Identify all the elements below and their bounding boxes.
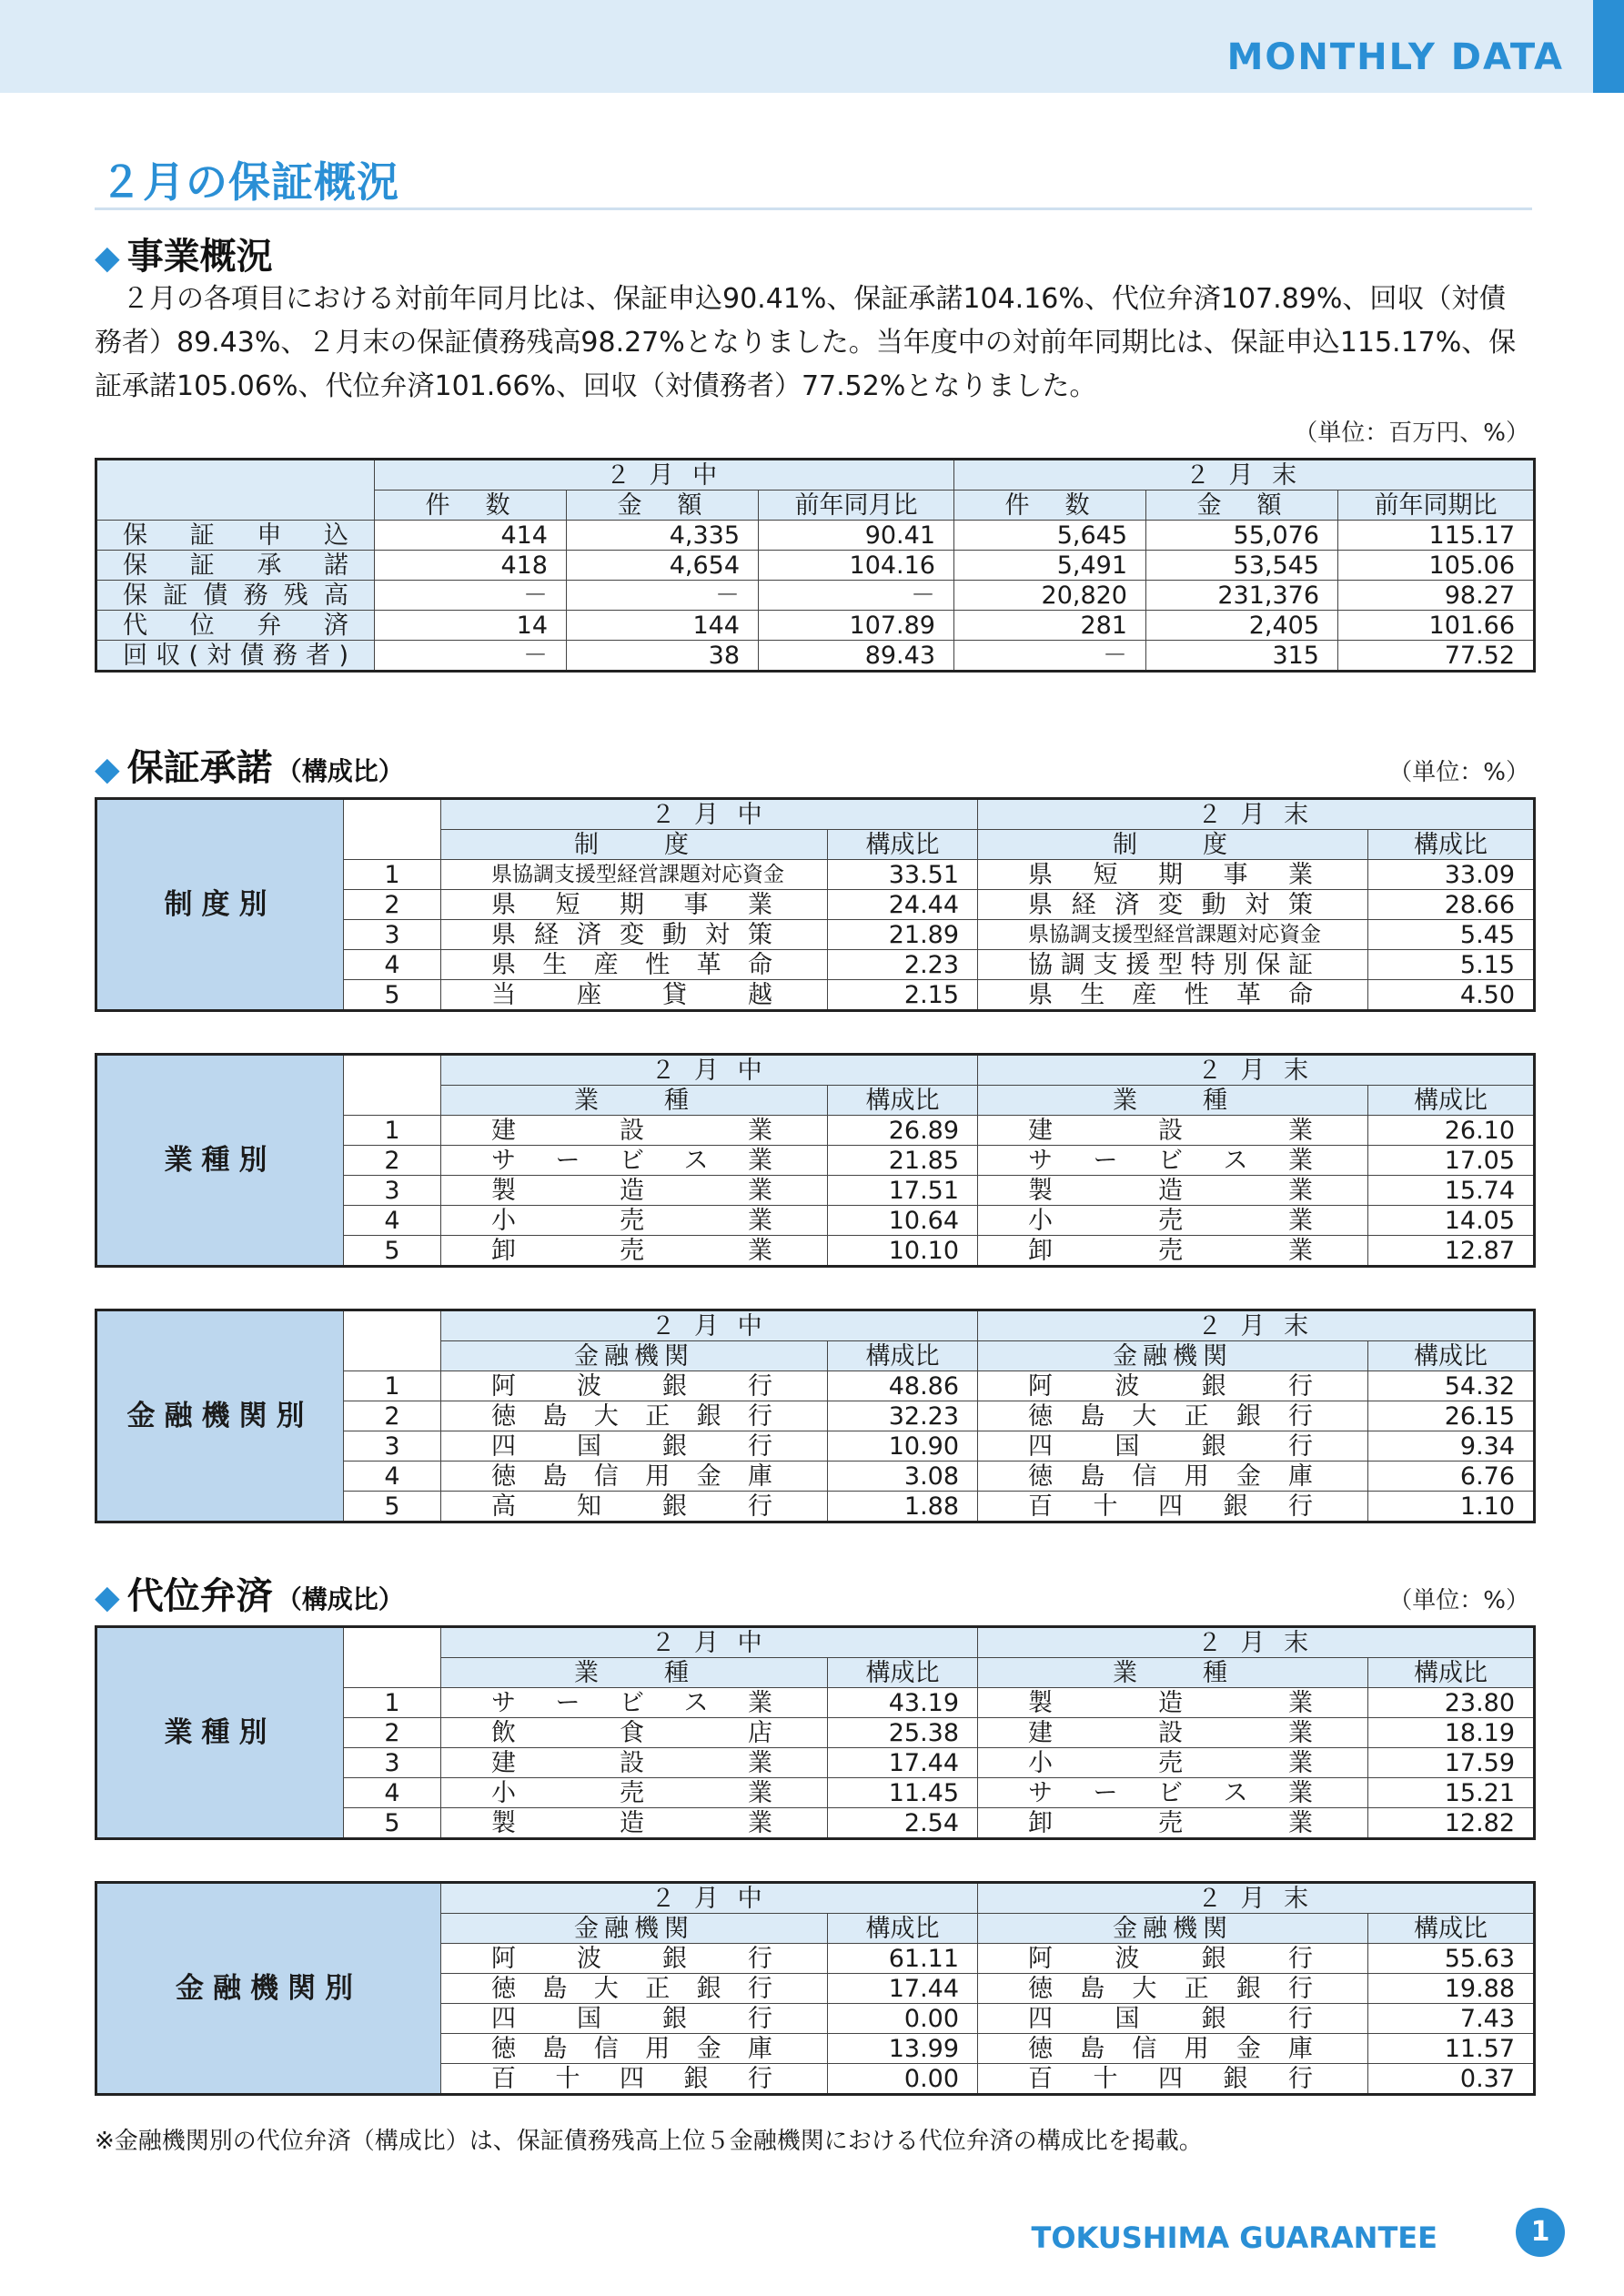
unit-note-subrogation: （単位：%） xyxy=(1388,1587,1529,1614)
ratio-value: 13.99 xyxy=(828,2034,978,2064)
item-name: 建設業 xyxy=(441,1116,828,1146)
group-header: ２ 月 末 xyxy=(978,1055,1535,1086)
category-label: 金融機関別 xyxy=(96,1883,441,2095)
item-name: 卸売業 xyxy=(978,1808,1368,1839)
rank-number: 5 xyxy=(344,980,441,1011)
ratio-value: 24.44 xyxy=(828,890,978,920)
item-name: 製造業 xyxy=(978,1688,1368,1718)
item-name: 建設業 xyxy=(978,1116,1368,1146)
value-cell: 2,405 xyxy=(1146,611,1338,641)
ratio-value: 17.44 xyxy=(828,1748,978,1778)
item-name: 小売業 xyxy=(978,1206,1368,1236)
value-cell: 107.89 xyxy=(759,611,954,641)
value-cell: 101.66 xyxy=(1338,611,1535,641)
page-number-badge: 1 xyxy=(1516,2208,1565,2257)
item-name: 協調支援型特別保証 xyxy=(978,950,1368,980)
group-header: ２ 月 末 xyxy=(954,460,1535,491)
value-cell: 281 xyxy=(954,611,1146,641)
ratio-value: 0.00 xyxy=(828,2064,978,2095)
rank-number: 3 xyxy=(344,1748,441,1778)
ratio-value: 26.15 xyxy=(1368,1401,1535,1431)
item-name: 阿波銀行 xyxy=(978,1944,1368,1974)
item-name: 飲食店 xyxy=(441,1718,828,1748)
column-header: 制 度 xyxy=(441,830,828,860)
ratio-value: 12.82 xyxy=(1368,1808,1535,1839)
ratio-value: 43.19 xyxy=(828,1688,978,1718)
item-name: サービス業 xyxy=(978,1146,1368,1176)
item-name: 百十四銀行 xyxy=(978,1492,1368,1522)
column-header: 構成比 xyxy=(828,1341,978,1371)
column-header: 金融機関 xyxy=(978,1914,1368,1944)
ratio-value: 61.11 xyxy=(828,1944,978,1974)
value-cell: 115.17 xyxy=(1338,521,1535,551)
ratio-value: 18.19 xyxy=(1368,1718,1535,1748)
ratio-value: 15.21 xyxy=(1368,1778,1535,1808)
item-name: 卸売業 xyxy=(441,1236,828,1267)
value-cell: 144 xyxy=(567,611,759,641)
row-label: 代位弁済 xyxy=(96,611,375,641)
column-header: 件 数 xyxy=(375,491,567,521)
table-row xyxy=(96,521,1535,551)
row-label: 回収(対債務者) xyxy=(96,641,375,672)
ratio-value: 0.00 xyxy=(828,2004,978,2034)
category-label: 業種別 xyxy=(96,1627,344,1839)
item-name: サービス業 xyxy=(978,1778,1368,1808)
value-cell: － xyxy=(375,581,567,611)
footnote: ※金融機関別の代位弁済（構成比）は、保証債務残高上位５金融機関における代位弁済の構成比を掲載。 xyxy=(95,2128,1203,2155)
rank-number: 4 xyxy=(344,1462,441,1492)
unit-note-guarantee: （単位：%） xyxy=(1388,759,1529,786)
column-header: 件 数 xyxy=(954,491,1146,521)
column-header: 金 額 xyxy=(1146,491,1338,521)
ratio-value: 2.54 xyxy=(828,1808,978,1839)
group-header: ２ 月 中 xyxy=(441,1310,978,1341)
rank-number: 3 xyxy=(344,1431,441,1462)
item-name: 当座貸越 xyxy=(441,980,828,1011)
ratio-value: 48.86 xyxy=(828,1371,978,1401)
rank-corner xyxy=(344,1310,441,1371)
value-cell: 77.52 xyxy=(1338,641,1535,672)
summary-table xyxy=(95,458,1536,673)
column-header: 構成比 xyxy=(828,830,978,860)
ratio-value: 54.32 xyxy=(1368,1371,1535,1401)
ratio-value: 33.51 xyxy=(828,860,978,890)
column-header: 前年同月比 xyxy=(759,491,954,521)
item-name: 徳島信用金庫 xyxy=(978,1462,1368,1492)
ratio-value: 6.76 xyxy=(1368,1462,1535,1492)
column-header: 構成比 xyxy=(1368,1341,1535,1371)
group-header: ２ 月 末 xyxy=(978,1310,1535,1341)
value-cell: － xyxy=(759,581,954,611)
value-cell: 20,820 xyxy=(954,581,1146,611)
ratio-value: 11.45 xyxy=(828,1778,978,1808)
item-name: 徳島信用金庫 xyxy=(978,2034,1368,2064)
item-name: 県経済変動対策 xyxy=(441,920,828,950)
category-label: 金融機関別 xyxy=(96,1310,344,1522)
rank-number: 1 xyxy=(344,1371,441,1401)
value-cell: 89.43 xyxy=(759,641,954,672)
rank-number: 3 xyxy=(344,1176,441,1206)
top-banner-accent xyxy=(1593,0,1624,93)
value-cell: 55,076 xyxy=(1146,521,1338,551)
item-name: サービス業 xyxy=(441,1146,828,1176)
overview-paragraph: ２月の各項目における対前年同月比は、保証申込90.41%、保証承諾104.16%、代位弁済107.89%、回収（対債務者）89.43%、２月末の保証債務残高98.27%となりました。当年度中の対前年同期比は、保証申込115.17%、保証承諾105.06%、代位弁済101.66%、回収（対債務者）77.52%となりました。 xyxy=(95,283,1517,402)
footer-brand: TOKUSHIMA GUARANTEE xyxy=(1031,2220,1437,2255)
item-name: 製造業 xyxy=(441,1808,828,1839)
subrogation-by-industry-table xyxy=(95,1625,1536,1840)
summary-body xyxy=(96,521,1535,672)
ratio-value: 10.64 xyxy=(828,1206,978,1236)
rank-number: 5 xyxy=(344,1236,441,1267)
rank-number: 3 xyxy=(344,920,441,950)
ratio-value: 17.44 xyxy=(828,1974,978,2004)
group-header: ２ 月 中 xyxy=(441,1627,978,1658)
column-header: 金融機関 xyxy=(978,1341,1368,1371)
ratio-value: 17.59 xyxy=(1368,1748,1535,1778)
summary-corner xyxy=(96,460,375,521)
ratio-value: 5.45 xyxy=(1368,920,1535,950)
table-row xyxy=(96,551,1535,581)
ratio-value: 1.88 xyxy=(828,1492,978,1522)
value-cell: 5,645 xyxy=(954,521,1146,551)
item-name: 高知銀行 xyxy=(441,1492,828,1522)
value-cell: － xyxy=(375,641,567,672)
ratio-value: 11.57 xyxy=(1368,2034,1535,2064)
value-cell: 5,491 xyxy=(954,551,1146,581)
group-header: ２ 月 末 xyxy=(978,1883,1535,1914)
item-name: 卸売業 xyxy=(978,1236,1368,1267)
item-name: 小売業 xyxy=(441,1206,828,1236)
value-cell: － xyxy=(954,641,1146,672)
column-header: 構成比 xyxy=(828,1658,978,1688)
value-cell: 38 xyxy=(567,641,759,672)
value-cell: 98.27 xyxy=(1338,581,1535,611)
item-name: 徳島信用金庫 xyxy=(441,1462,828,1492)
item-name: 県生産性革命 xyxy=(441,950,828,980)
item-name: 県短期事業 xyxy=(441,890,828,920)
item-name: 建設業 xyxy=(441,1748,828,1778)
ratio-value: 2.23 xyxy=(828,950,978,980)
ratio-value: 26.89 xyxy=(828,1116,978,1146)
ratio-value: 1.10 xyxy=(1368,1492,1535,1522)
value-cell: 418 xyxy=(375,551,567,581)
item-name: 四国銀行 xyxy=(441,2004,828,2034)
item-name: 製造業 xyxy=(441,1176,828,1206)
item-name: 四国銀行 xyxy=(441,1431,828,1462)
item-name: 製造業 xyxy=(978,1176,1368,1206)
value-cell: 105.06 xyxy=(1338,551,1535,581)
rank-number: 4 xyxy=(344,1206,441,1236)
row-label: 保証承諾 xyxy=(96,551,375,581)
column-header: 構成比 xyxy=(1368,830,1535,860)
column-header: 金融機関 xyxy=(441,1914,828,1944)
group-header: ２ 月 中 xyxy=(375,460,954,491)
rank-number: 1 xyxy=(344,1688,441,1718)
ratio-value: 26.10 xyxy=(1368,1116,1535,1146)
diamond-bullet-icon: ◆ xyxy=(95,1579,120,1616)
category-label: 制度別 xyxy=(96,799,344,1011)
value-cell: 53,545 xyxy=(1146,551,1338,581)
ratio-value: 2.15 xyxy=(828,980,978,1011)
column-header: 業 種 xyxy=(441,1658,828,1688)
rank-number: 1 xyxy=(344,1116,441,1146)
item-name: 阿波銀行 xyxy=(441,1944,828,1974)
column-header: 前年同期比 xyxy=(1338,491,1535,521)
guarantee-by-system-table xyxy=(95,797,1536,1012)
value-cell: 4,335 xyxy=(567,521,759,551)
rank-number: 2 xyxy=(344,890,441,920)
column-header: 構成比 xyxy=(1368,1086,1535,1116)
value-cell: 14 xyxy=(375,611,567,641)
ratio-value: 7.43 xyxy=(1368,2004,1535,2034)
column-header: 業 種 xyxy=(978,1658,1368,1688)
guarantee-by-bank-table xyxy=(95,1309,1536,1523)
guarantee-by-industry-table xyxy=(95,1053,1536,1268)
rank-number: 1 xyxy=(344,860,441,890)
ratio-value: 10.10 xyxy=(828,1236,978,1267)
item-name: 百十四銀行 xyxy=(441,2064,828,2095)
ratio-value: 9.34 xyxy=(1368,1431,1535,1462)
section-heading-guarantee: ◆ 保証承諾 （構成比） xyxy=(95,747,404,789)
ratio-value: 21.85 xyxy=(828,1146,978,1176)
value-cell: 90.41 xyxy=(759,521,954,551)
item-name: 徳島大正銀行 xyxy=(441,1974,828,2004)
ratio-value: 17.05 xyxy=(1368,1146,1535,1176)
rank-number: 5 xyxy=(344,1808,441,1839)
ratio-value: 3.08 xyxy=(828,1462,978,1492)
item-name: 県協調支援型経営課題対応資金 xyxy=(441,860,828,890)
item-name: 阿波銀行 xyxy=(978,1371,1368,1401)
rank-number: 4 xyxy=(344,950,441,980)
item-name: 県協調支援型経営課題対応資金 xyxy=(978,920,1368,950)
ratio-value: 21.89 xyxy=(828,920,978,950)
column-header: 金融機関 xyxy=(441,1341,828,1371)
ratio-value: 17.51 xyxy=(828,1176,978,1206)
ratio-value: 5.15 xyxy=(1368,950,1535,980)
subrogation-by-bank-table xyxy=(95,1881,1536,2096)
ratio-value: 33.09 xyxy=(1368,860,1535,890)
item-name: 徳島大正銀行 xyxy=(978,1401,1368,1431)
section-heading-subrogation: ◆ 代位弁済 （構成比） xyxy=(95,1575,404,1617)
rank-number: 5 xyxy=(344,1492,441,1522)
column-header: 構成比 xyxy=(828,1914,978,1944)
item-name: 県生産性革命 xyxy=(978,980,1368,1011)
item-name: 建設業 xyxy=(978,1718,1368,1748)
monthly-data-label: MONTHLY DATA xyxy=(1226,36,1564,78)
group-header: ２ 月 中 xyxy=(441,1883,978,1914)
diamond-bullet-icon: ◆ xyxy=(95,239,120,277)
column-header: 構成比 xyxy=(1368,1658,1535,1688)
item-name: 県経済変動対策 xyxy=(978,890,1368,920)
ratio-value: 19.88 xyxy=(1368,1974,1535,2004)
item-name: 県短期事業 xyxy=(978,860,1368,890)
item-name: 徳島大正銀行 xyxy=(441,1401,828,1431)
table-row xyxy=(96,641,1535,672)
item-name: 徳島大正銀行 xyxy=(978,1974,1368,2004)
value-cell: 104.16 xyxy=(759,551,954,581)
ratio-value: 15.74 xyxy=(1368,1176,1535,1206)
ratio-value: 10.90 xyxy=(828,1431,978,1462)
group-header: ２ 月 末 xyxy=(978,799,1535,830)
group-header: ２ 月 中 xyxy=(441,799,978,830)
ratio-value: 23.80 xyxy=(1368,1688,1535,1718)
item-name: 百十四銀行 xyxy=(978,2064,1368,2095)
page-title: ２月の保証概況 xyxy=(100,157,399,207)
group-header: ２ 月 中 xyxy=(441,1055,978,1086)
ratio-value: 25.38 xyxy=(828,1718,978,1748)
column-header: 構成比 xyxy=(1368,1914,1535,1944)
unit-note-main: （単位：百万円、%） xyxy=(1294,420,1529,447)
table-row xyxy=(96,611,1535,641)
group-header: ２ 月 末 xyxy=(978,1627,1535,1658)
diamond-bullet-icon: ◆ xyxy=(95,751,120,788)
ratio-value: 4.50 xyxy=(1368,980,1535,1011)
rank-corner xyxy=(344,1055,441,1116)
rank-number: 2 xyxy=(344,1401,441,1431)
row-label: 保証債務残高 xyxy=(96,581,375,611)
ratio-value: 28.66 xyxy=(1368,890,1535,920)
rank-number: 4 xyxy=(344,1778,441,1808)
value-cell: 231,376 xyxy=(1146,581,1338,611)
item-name: 小売業 xyxy=(978,1748,1368,1778)
rank-number: 2 xyxy=(344,1718,441,1748)
ratio-value: 55.63 xyxy=(1368,1944,1535,1974)
table-row xyxy=(96,581,1535,611)
category-label: 業種別 xyxy=(96,1055,344,1267)
value-cell: 414 xyxy=(375,521,567,551)
item-name: 四国銀行 xyxy=(978,2004,1368,2034)
item-name: 徳島信用金庫 xyxy=(441,2034,828,2064)
title-divider xyxy=(95,207,1532,210)
value-cell: － xyxy=(567,581,759,611)
column-header: 制 度 xyxy=(978,830,1368,860)
value-cell: 315 xyxy=(1146,641,1338,672)
item-name: 阿波銀行 xyxy=(441,1371,828,1401)
column-header: 業 種 xyxy=(978,1086,1368,1116)
value-cell: 4,654 xyxy=(567,551,759,581)
rank-number: 2 xyxy=(344,1146,441,1176)
ratio-value: 14.05 xyxy=(1368,1206,1535,1236)
item-name: 小売業 xyxy=(441,1778,828,1808)
column-header: 金 額 xyxy=(567,491,759,521)
rank-corner xyxy=(344,1627,441,1688)
item-name: 四国銀行 xyxy=(978,1431,1368,1462)
item-name: サービス業 xyxy=(441,1688,828,1718)
section-heading-overview: ◆ 事業概況 xyxy=(95,236,273,278)
rank-corner xyxy=(344,799,441,860)
ratio-value: 12.87 xyxy=(1368,1236,1535,1267)
column-header: 業 種 xyxy=(441,1086,828,1116)
ratio-value: 32.23 xyxy=(828,1401,978,1431)
row-label: 保証申込 xyxy=(96,521,375,551)
column-header: 構成比 xyxy=(828,1086,978,1116)
ratio-value: 0.37 xyxy=(1368,2064,1535,2095)
